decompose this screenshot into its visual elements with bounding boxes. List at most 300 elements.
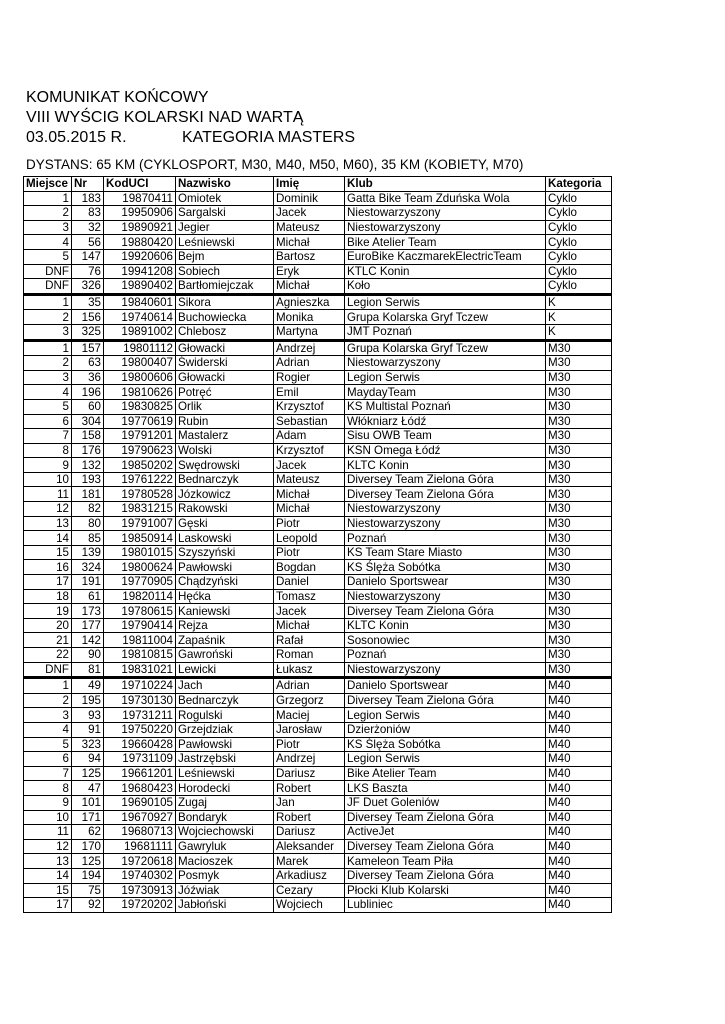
surname-cell: Lewicki xyxy=(176,662,274,678)
club-cell: Legion Serwis xyxy=(345,370,546,385)
club-cell: Dzierżoniów xyxy=(345,722,546,737)
surname-cell: Orlik xyxy=(176,399,274,414)
number-cell: 36 xyxy=(72,370,104,385)
category-cell: M40 xyxy=(546,810,612,825)
table-row xyxy=(24,340,612,356)
table-row xyxy=(24,648,612,663)
table-row xyxy=(24,825,612,840)
uci-code-cell: 19770619 xyxy=(104,414,176,429)
column-header-surname: Nazwisko xyxy=(176,177,274,192)
number-cell: 195 xyxy=(72,693,104,708)
table-row xyxy=(24,531,612,546)
first-name-cell: Jacek xyxy=(274,604,345,619)
category-cell: M40 xyxy=(546,678,612,694)
club-cell: KS Team Stare Miasto xyxy=(345,545,546,560)
surname-cell: Chlebosz xyxy=(176,324,274,340)
uci-code-cell: 19850202 xyxy=(104,458,176,473)
category-cell: M30 xyxy=(546,516,612,531)
category-cell: M30 xyxy=(546,370,612,385)
club-cell: Danielo Sportswear xyxy=(345,575,546,590)
club-cell: Gatta Bike Team Zduńska Wola xyxy=(345,191,546,206)
surname-cell: Rogulski xyxy=(176,708,274,723)
category-cell: Cyklo xyxy=(546,191,612,206)
table-row xyxy=(24,235,612,250)
category-cell: Cyklo xyxy=(546,264,612,279)
surname-cell: Jastrzębski xyxy=(176,752,274,767)
place-cell: 17 xyxy=(24,575,72,590)
club-cell: Danielo Sportswear xyxy=(345,678,546,694)
category-cell: M30 xyxy=(546,633,612,648)
club-cell: Diversey Team Zielona Góra xyxy=(345,839,546,854)
club-cell: Legion Serwis xyxy=(345,752,546,767)
uci-code-cell: 19661201 xyxy=(104,766,176,781)
club-cell: Poznań xyxy=(345,648,546,663)
place-cell: 5 xyxy=(24,737,72,752)
uci-code-cell: 19670927 xyxy=(104,810,176,825)
number-cell: 80 xyxy=(72,516,104,531)
number-cell: 61 xyxy=(72,589,104,604)
number-cell: 139 xyxy=(72,545,104,560)
place-cell: 15 xyxy=(24,883,72,898)
place-cell: 8 xyxy=(24,443,72,458)
club-cell: ActiveJet xyxy=(345,825,546,840)
number-cell: 191 xyxy=(72,575,104,590)
number-cell: 85 xyxy=(72,531,104,546)
first-name-cell: Andrzej xyxy=(274,752,345,767)
race-date: 03.05.2015 R. xyxy=(26,129,127,146)
uci-code-cell: 19801112 xyxy=(104,340,176,356)
surname-cell: Józkowicz xyxy=(176,487,274,502)
uci-code-cell: 19830825 xyxy=(104,399,176,414)
surname-cell: Świderski xyxy=(176,356,274,371)
first-name-cell: Rafał xyxy=(274,633,345,648)
number-cell: 158 xyxy=(72,429,104,444)
first-name-cell: Krzysztof xyxy=(274,399,345,414)
club-cell: Diversey Team Zielona Góra xyxy=(345,693,546,708)
place-cell: 4 xyxy=(24,385,72,400)
surname-cell: Wolski xyxy=(176,443,274,458)
table-row xyxy=(24,589,612,604)
table-row xyxy=(24,810,612,825)
table-row xyxy=(24,737,612,752)
club-cell: Bike Atelier Team xyxy=(345,235,546,250)
club-cell: JMT Poznań xyxy=(345,324,546,340)
club-cell: Niestowarzyszony xyxy=(345,516,546,531)
surname-cell: Laskowski xyxy=(176,531,274,546)
table-row xyxy=(24,618,612,633)
first-name-cell: Michał xyxy=(274,487,345,502)
surname-cell: Bejm xyxy=(176,249,274,264)
uci-code-cell: 19890402 xyxy=(104,279,176,295)
place-cell: 18 xyxy=(24,589,72,604)
uci-code-cell: 19770905 xyxy=(104,575,176,590)
uci-code-cell: 19791007 xyxy=(104,516,176,531)
place-cell: 11 xyxy=(24,825,72,840)
place-cell: 10 xyxy=(24,472,72,487)
category-cell: M30 xyxy=(546,648,612,663)
uci-code-cell: 19831021 xyxy=(104,662,176,678)
first-name-cell: Rogier xyxy=(274,370,345,385)
column-header-category: Kategoria xyxy=(546,177,612,192)
number-cell: 193 xyxy=(72,472,104,487)
table-row xyxy=(24,839,612,854)
place-cell: 16 xyxy=(24,560,72,575)
table-row xyxy=(24,279,612,295)
uci-code-cell: 19810626 xyxy=(104,385,176,400)
first-name-cell: Marek xyxy=(274,854,345,869)
first-name-cell: Michał xyxy=(274,502,345,517)
first-name-cell: Dariusz xyxy=(274,766,345,781)
category-cell: M30 xyxy=(546,340,612,356)
uci-code-cell: 19740614 xyxy=(104,310,176,325)
uci-code-cell: 19710224 xyxy=(104,678,176,694)
place-cell: 12 xyxy=(24,839,72,854)
table-row xyxy=(24,249,612,264)
club-cell: Włókniarz Łódź xyxy=(345,414,546,429)
surname-cell: Sikora xyxy=(176,294,274,310)
category-cell: M40 xyxy=(546,883,612,898)
first-name-cell: Adam xyxy=(274,429,345,444)
table-row xyxy=(24,633,612,648)
surname-cell: Omiotek xyxy=(176,191,274,206)
surname-cell: Jach xyxy=(176,678,274,694)
surname-cell: Posmyk xyxy=(176,868,274,883)
category-cell: M30 xyxy=(546,575,612,590)
category-cell: M40 xyxy=(546,868,612,883)
first-name-cell: Michał xyxy=(274,235,345,250)
uci-code-cell: 19801015 xyxy=(104,545,176,560)
club-cell: Lubliniec xyxy=(345,898,546,913)
surname-cell: Leśniewski xyxy=(176,235,274,250)
number-cell: 92 xyxy=(72,898,104,913)
number-cell: 176 xyxy=(72,443,104,458)
column-header-uci-code: KodUCI xyxy=(104,177,176,192)
first-name-cell: Łukasz xyxy=(274,662,345,678)
surname-cell: Głowacki xyxy=(176,340,274,356)
club-cell: Niestowarzyszony xyxy=(345,662,546,678)
uci-code-cell: 19780615 xyxy=(104,604,176,619)
place-cell: 1 xyxy=(24,340,72,356)
report-title: KOMUNIKAT KOŃCOWY xyxy=(26,89,209,106)
number-cell: 177 xyxy=(72,618,104,633)
club-cell: Diversey Team Zielona Góra xyxy=(345,604,546,619)
category-cell: M30 xyxy=(546,604,612,619)
column-header-place: Miejsce xyxy=(24,177,72,192)
table-row xyxy=(24,472,612,487)
first-name-cell: Martyna xyxy=(274,324,345,340)
club-cell: EuroBike KaczmarekElectricTeam xyxy=(345,249,546,264)
club-cell: KLTC Konin xyxy=(345,618,546,633)
club-cell: JF Duet Goleniów xyxy=(345,795,546,810)
number-cell: 60 xyxy=(72,399,104,414)
category-cell: M30 xyxy=(546,458,612,473)
category-cell: M30 xyxy=(546,356,612,371)
table-row xyxy=(24,385,612,400)
uci-code-cell: 19941208 xyxy=(104,264,176,279)
surname-cell: Leśniewski xyxy=(176,766,274,781)
uci-code-cell: 19920606 xyxy=(104,249,176,264)
category-cell: Cyklo xyxy=(546,220,612,235)
first-name-cell: Leopold xyxy=(274,531,345,546)
race-name: VIII WYŚCIG KOLARSKI NAD WARTĄ xyxy=(26,109,304,126)
column-header-number: Nr xyxy=(72,177,104,192)
surname-cell: Jegier xyxy=(176,220,274,235)
number-cell: 194 xyxy=(72,868,104,883)
place-cell: 17 xyxy=(24,898,72,913)
number-cell: 63 xyxy=(72,356,104,371)
uci-code-cell: 19790414 xyxy=(104,618,176,633)
number-cell: 325 xyxy=(72,324,104,340)
place-cell: 1 xyxy=(24,678,72,694)
first-name-cell: Aleksander xyxy=(274,839,345,854)
surname-cell: Hęćka xyxy=(176,589,274,604)
number-cell: 181 xyxy=(72,487,104,502)
surname-cell: Wojciechowski xyxy=(176,825,274,840)
number-cell: 83 xyxy=(72,206,104,221)
first-name-cell: Daniel xyxy=(274,575,345,590)
number-cell: 183 xyxy=(72,191,104,206)
table-row xyxy=(24,766,612,781)
first-name-cell: Jarosław xyxy=(274,722,345,737)
table-row xyxy=(24,560,612,575)
uci-code-cell: 19730130 xyxy=(104,693,176,708)
table-row xyxy=(24,399,612,414)
category-cell: M30 xyxy=(546,589,612,604)
table-row xyxy=(24,781,612,796)
club-cell: Niestowarzyszony xyxy=(345,589,546,604)
number-cell: 323 xyxy=(72,737,104,752)
first-name-cell: Bogdan xyxy=(274,560,345,575)
club-cell: Legion Serwis xyxy=(345,708,546,723)
category-title: KATEGORIA MASTERS xyxy=(182,129,356,146)
results-body xyxy=(24,191,612,912)
club-cell: KS Ślęża Sobótka xyxy=(345,560,546,575)
category-cell: K xyxy=(546,324,612,340)
place-cell: 7 xyxy=(24,766,72,781)
uci-code-cell: 19761222 xyxy=(104,472,176,487)
place-cell: 15 xyxy=(24,545,72,560)
uci-code-cell: 19810815 xyxy=(104,648,176,663)
club-cell: KTLC Konin xyxy=(345,264,546,279)
uci-code-cell: 19850914 xyxy=(104,531,176,546)
first-name-cell: Cezary xyxy=(274,883,345,898)
number-cell: 93 xyxy=(72,708,104,723)
table-row xyxy=(24,264,612,279)
category-cell: M30 xyxy=(546,399,612,414)
place-cell: DNF xyxy=(24,264,72,279)
uci-code-cell: 19891002 xyxy=(104,324,176,340)
first-name-cell: Michał xyxy=(274,279,345,295)
table-row xyxy=(24,575,612,590)
uci-code-cell: 19730913 xyxy=(104,883,176,898)
uci-code-cell: 19720618 xyxy=(104,854,176,869)
uci-code-cell: 19680423 xyxy=(104,781,176,796)
number-cell: 35 xyxy=(72,294,104,310)
place-cell: 13 xyxy=(24,516,72,531)
place-cell: 14 xyxy=(24,531,72,546)
number-cell: 304 xyxy=(72,414,104,429)
uci-code-cell: 19811004 xyxy=(104,633,176,648)
surname-cell: Gęski xyxy=(176,516,274,531)
category-cell: M30 xyxy=(546,443,612,458)
number-cell: 324 xyxy=(72,560,104,575)
number-cell: 170 xyxy=(72,839,104,854)
table-row xyxy=(24,678,612,694)
uci-code-cell: 19890921 xyxy=(104,220,176,235)
table-row xyxy=(24,294,612,310)
first-name-cell: Grzegorz xyxy=(274,693,345,708)
uci-code-cell: 19870411 xyxy=(104,191,176,206)
place-cell: DNF xyxy=(24,279,72,295)
place-cell: 5 xyxy=(24,399,72,414)
club-cell: Legion Serwis xyxy=(345,294,546,310)
place-cell: 6 xyxy=(24,752,72,767)
table-row xyxy=(24,752,612,767)
column-header-club: Klub xyxy=(345,177,546,192)
surname-cell: Jabłoński xyxy=(176,898,274,913)
place-cell: 7 xyxy=(24,429,72,444)
surname-cell: Głowacki xyxy=(176,370,274,385)
surname-cell: Bondaryk xyxy=(176,810,274,825)
number-cell: 56 xyxy=(72,235,104,250)
uci-code-cell: 19880420 xyxy=(104,235,176,250)
first-name-cell: Mateusz xyxy=(274,220,345,235)
number-cell: 62 xyxy=(72,825,104,840)
uci-code-cell: 19740302 xyxy=(104,868,176,883)
number-cell: 157 xyxy=(72,340,104,356)
uci-code-cell: 19790623 xyxy=(104,443,176,458)
place-cell: 22 xyxy=(24,648,72,663)
club-cell: Bike Atelier Team xyxy=(345,766,546,781)
place-cell: 2 xyxy=(24,356,72,371)
category-cell: M40 xyxy=(546,795,612,810)
first-name-cell: Robert xyxy=(274,810,345,825)
first-name-cell: Emil xyxy=(274,385,345,400)
place-cell: 20 xyxy=(24,618,72,633)
place-cell: 3 xyxy=(24,370,72,385)
table-row xyxy=(24,883,612,898)
table-row xyxy=(24,458,612,473)
surname-cell: Mastalerz xyxy=(176,429,274,444)
club-cell: Niestowarzyszony xyxy=(345,502,546,517)
table-row xyxy=(24,708,612,723)
uci-code-cell: 19750220 xyxy=(104,722,176,737)
first-name-cell: Bartosz xyxy=(274,249,345,264)
uci-code-cell: 19731109 xyxy=(104,752,176,767)
club-cell: Grupa Kolarska Gryf Tczew xyxy=(345,310,546,325)
first-name-cell: Maciej xyxy=(274,708,345,723)
first-name-cell: Piotr xyxy=(274,516,345,531)
uci-code-cell: 19720202 xyxy=(104,898,176,913)
table-row xyxy=(24,854,612,869)
place-cell: 13 xyxy=(24,854,72,869)
category-cell: M30 xyxy=(546,560,612,575)
table-header-row xyxy=(24,177,612,192)
club-cell: Diversey Team Zielona Góra xyxy=(345,868,546,883)
surname-cell: Grzejdziak xyxy=(176,722,274,737)
category-cell: K xyxy=(546,310,612,325)
surname-cell: Pawłowski xyxy=(176,737,274,752)
results-table xyxy=(23,176,612,913)
table-row xyxy=(24,443,612,458)
surname-cell: Rakowski xyxy=(176,502,274,517)
club-cell: Diversey Team Zielona Góra xyxy=(345,487,546,502)
table-row xyxy=(24,795,612,810)
category-cell: M30 xyxy=(546,429,612,444)
uci-code-cell: 19660428 xyxy=(104,737,176,752)
uci-code-cell: 19681111 xyxy=(104,839,176,854)
first-name-cell: Adrian xyxy=(274,356,345,371)
surname-cell: Zugaj xyxy=(176,795,274,810)
table-row xyxy=(24,414,612,429)
surname-cell: Sargalski xyxy=(176,206,274,221)
surname-cell: Gawroński xyxy=(176,648,274,663)
number-cell: 156 xyxy=(72,310,104,325)
number-cell: 94 xyxy=(72,752,104,767)
place-cell: 9 xyxy=(24,458,72,473)
club-cell: Niestowarzyszony xyxy=(345,206,546,221)
first-name-cell: Monika xyxy=(274,310,345,325)
club-cell: Diversey Team Zielona Góra xyxy=(345,810,546,825)
number-cell: 81 xyxy=(72,662,104,678)
category-cell: M30 xyxy=(546,502,612,517)
category-cell: M30 xyxy=(546,385,612,400)
table-row xyxy=(24,356,612,371)
place-cell: 2 xyxy=(24,693,72,708)
category-cell: M40 xyxy=(546,766,612,781)
date-category-line xyxy=(26,128,355,148)
table-row xyxy=(24,662,612,678)
uci-code-cell: 19731211 xyxy=(104,708,176,723)
uci-code-cell: 19690105 xyxy=(104,795,176,810)
category-cell: Cyklo xyxy=(546,279,612,295)
surname-cell: Szyszyński xyxy=(176,545,274,560)
number-cell: 173 xyxy=(72,604,104,619)
surname-cell: Bednarczyk xyxy=(176,472,274,487)
uci-code-cell: 19680713 xyxy=(104,825,176,840)
table-row xyxy=(24,191,612,206)
place-cell: 9 xyxy=(24,795,72,810)
place-cell: 3 xyxy=(24,708,72,723)
category-cell: M40 xyxy=(546,854,612,869)
club-cell: Grupa Kolarska Gryf Tczew xyxy=(345,340,546,356)
uci-code-cell: 19831215 xyxy=(104,502,176,517)
category-cell: M30 xyxy=(546,472,612,487)
category-cell: M30 xyxy=(546,618,612,633)
category-cell: Cyklo xyxy=(546,235,612,250)
surname-cell: Swędrowski xyxy=(176,458,274,473)
number-cell: 32 xyxy=(72,220,104,235)
club-cell: Płocki Klub Kolarski xyxy=(345,883,546,898)
category-cell: M40 xyxy=(546,781,612,796)
number-cell: 75 xyxy=(72,883,104,898)
table-row xyxy=(24,429,612,444)
first-name-cell: Michał xyxy=(274,618,345,633)
surname-cell: Bednarczyk xyxy=(176,693,274,708)
place-cell: 6 xyxy=(24,414,72,429)
number-cell: 90 xyxy=(72,648,104,663)
surname-cell: Macioszek xyxy=(176,854,274,869)
place-cell: 2 xyxy=(24,310,72,325)
category-cell: M40 xyxy=(546,737,612,752)
place-cell: 8 xyxy=(24,781,72,796)
number-cell: 171 xyxy=(72,810,104,825)
place-cell: 10 xyxy=(24,810,72,825)
category-cell: M30 xyxy=(546,487,612,502)
table-row xyxy=(24,722,612,737)
place-cell: 14 xyxy=(24,868,72,883)
category-cell: M40 xyxy=(546,898,612,913)
